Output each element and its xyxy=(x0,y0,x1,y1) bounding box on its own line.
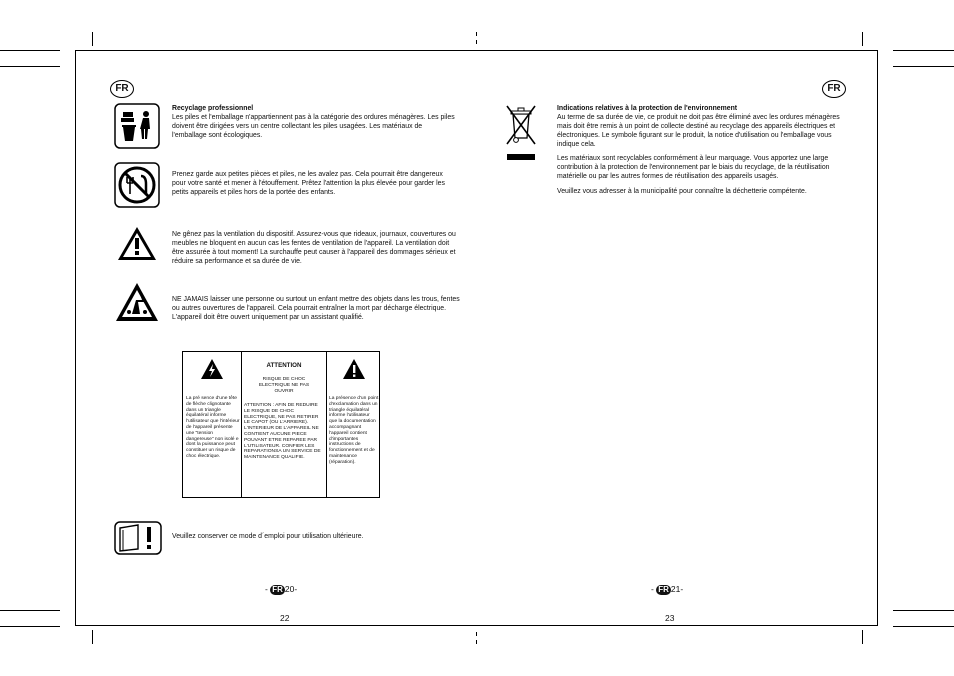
attention-title: ATTENTION xyxy=(266,362,302,369)
page-number-left: 22 xyxy=(280,613,290,623)
no-swallow-text: Prenez garde aux petites pièces et piles, ne les avalez pas. Cela pourrait être dangereux pour votre santé et mener à l'étouffement. Prêtez l'attention la plus élevée pour garder les petits appareils et piles hors de la portée des enfants. xyxy=(172,171,445,196)
environment-para2: Les matériaux sont recyclables conformément à leur marquage. Vous apportez une large contribution à la protection de l'environnement par le biais du recyclage, de la réutilisation matérielle ou par les autres formes de réutilisation des appareils usagés. xyxy=(557,155,830,180)
exclamation-triangle-icon xyxy=(343,359,365,384)
environment-para3: Veuillez vous adresser à la municipalité pour connaître la déchetterie compétente. xyxy=(557,188,807,195)
no-objects-text: NE JAMAIS laisser une personne ou surtout un enfant mettre des objets dans les trous, fentes ou autres ouvertures de l'appareil. Cela pourrait entraîner la mort par décharge électrique. L'appareil doit être ouvert uniquement par un assistant qualifié. xyxy=(172,296,460,321)
environment-title: Indications relatives à la protection de l'environnement xyxy=(557,105,738,112)
lang-badge-left: FR xyxy=(110,80,134,98)
attention-center-text: ATTENTION : AFIN DE REDUIRE LE RISQUE DE CHOC ELECTRIQUE, NE PAS RETIRER LE CAPOT (OU L'ARRIERE). L'INTERIEUR DE L'APPAREIL NE CONTIENT AUCUNE PIECE POUVANT ETRE REPAREE PAR L'UTILISATEUR. CONFIER LES REPARATIONSA UN SERVICE DE MAINTENANCE QUALIFIE. xyxy=(244,403,321,461)
attention-left-text: La pré sence d'une tête de flèche clignotante dans un triangle équilatéral informe l'utilisateur que l'intérieur de l'appareil présente une "tension dangereuse" non isolé e dont la puissance peut constituer un risque de choc électrique. xyxy=(186,396,240,459)
keep-manual-text: Veuillez conserver ce mode d´emploi pour utilisation ultérieure. xyxy=(172,533,364,540)
page-label-left: - FR 20- xyxy=(265,584,298,594)
lang-badge-right: FR xyxy=(822,80,846,98)
fr-pill-right: FR xyxy=(658,585,669,594)
page-label-left-num: 20- xyxy=(284,584,298,594)
no-swallow-icon xyxy=(114,162,160,213)
recycle-bin-icon xyxy=(114,103,160,154)
environment-section xyxy=(557,104,842,149)
attention-box xyxy=(182,351,380,498)
weee-crossed-bin-icon xyxy=(505,104,537,165)
recycling-body: Les piles et l'emballage n'appartiennent pas à la catégorie des ordures ménagères. Les piles doivent être dirigées vers un centre collectant les piles usagées. Les matériaux de l'emballage sont écologiques. xyxy=(172,114,455,139)
page-number-right: 23 xyxy=(665,613,675,623)
lightning-triangle-icon xyxy=(201,359,223,384)
page-label-right-num: 21- xyxy=(670,584,684,594)
attention-right-text: La présence d'un point d'exclamation dans un triangle équilatéral informe l'utilisateur que la documentation accompagnant l'appareil contient d'importantes instructions de fonctionnement et de maintenance (réparation). xyxy=(329,396,379,465)
recycling-section xyxy=(172,104,457,140)
manual-icon xyxy=(114,521,162,560)
attention-subtitle: RISQUE DE CHOC ELECTRIQUE NE PAS OUVRIR xyxy=(258,377,310,394)
ventilation-text: Ne gênez pas la ventilation du dispositif. Assurez-vous que rideaux, journaux, couvertures ou meubles ne bloquent en aucun cas les fentes de ventilation de l'appareil. La ventilation doit être assurée à tout moment! La surchauffe peut causer à l'appareil des dommages sérieux et réduire sa performance et sa durée de vie. xyxy=(172,231,456,265)
recycling-title: Recyclage professionnel xyxy=(172,105,254,112)
electric-shock-icon xyxy=(114,280,160,329)
fr-pill-left: FR xyxy=(272,585,283,594)
warning-icon xyxy=(114,222,160,269)
page-label-right: - FR 21- xyxy=(651,584,684,594)
environment-para1: Au terme de sa durée de vie, ce produit ne doit pas être éliminé avec les ordures ménagères mais doit être remis à un point de collecte destiné au recyclage des appareils électriques et électroniques. Le symbole figurant sur le produit, la notice d'utilisation ou l'emballage vous indique cela. xyxy=(557,114,840,148)
